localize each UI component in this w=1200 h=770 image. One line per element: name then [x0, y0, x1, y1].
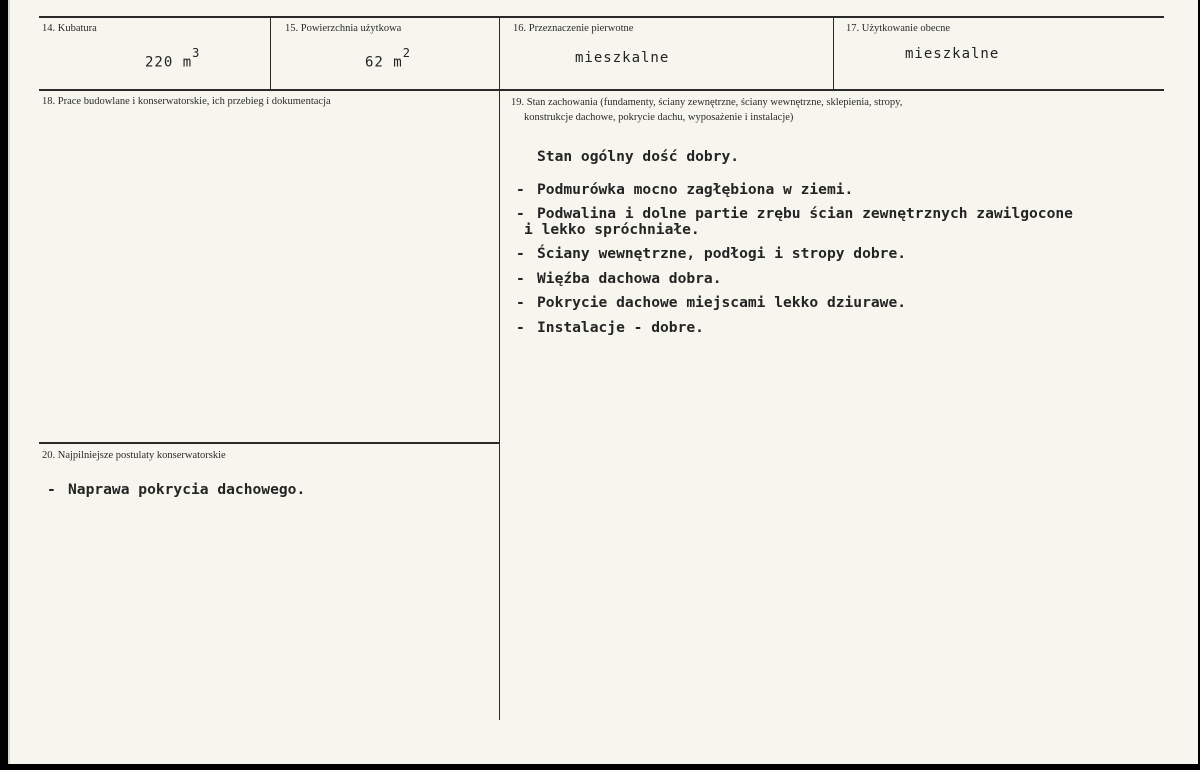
- item-2-text: Podwalina i dolne partie zrębu ścian zewnętrznych zawilgocone: [537, 205, 1073, 222]
- item-1-text: Podmurówka mocno zagłębiona w ziemi.: [537, 181, 854, 198]
- item-2-continuation: i lekko spróchniałe.: [524, 221, 700, 238]
- field-14-label: 14. Kubatura: [42, 23, 97, 34]
- condition-summary: Stan ogólny dość dobry.: [537, 148, 740, 165]
- col-divider-1: [270, 17, 271, 90]
- item-4-text: Więźba dachowa dobra.: [537, 270, 722, 287]
- section-divider: [39, 442, 499, 444]
- col-divider-3: [833, 17, 834, 90]
- field-17-label: 17. Użytkowanie obecne: [846, 23, 951, 34]
- area-value: 62 m: [365, 54, 403, 71]
- item-6-dash: -: [516, 319, 525, 336]
- item-5-text: Pokrycie dachowe miejscami lekko dziurawe.: [537, 294, 907, 311]
- postulate-1-dash: -: [47, 481, 56, 498]
- field-15-label: 15. Powierzchnia użytkowa: [285, 23, 402, 34]
- field-16-label: 16. Przeznaczenie pierwotne: [513, 23, 634, 34]
- field-14-value: [145, 46, 201, 71]
- item-2-dash: -: [516, 205, 525, 222]
- item-5-dash: -: [516, 294, 525, 311]
- kubatura-value: 220 m: [145, 54, 193, 71]
- item-3-text: Ściany wewnętrzne, podłogi i stropy dobre.: [537, 245, 907, 262]
- kubatura-unit-exp: 3: [192, 46, 201, 60]
- row-divider: [39, 89, 1164, 91]
- area-unit-exp: 2: [402, 46, 411, 60]
- item-3-dash: -: [516, 245, 525, 262]
- field-19-label-line2: konstrukcje dachowe, pokrycie dachu, wyposażenie i instalacje): [524, 112, 794, 123]
- field-17-value: mieszkalne: [905, 46, 1000, 62]
- col-divider-2: [499, 17, 500, 720]
- inventory-card: [8, 0, 1198, 764]
- item-4-dash: -: [516, 270, 525, 287]
- field-15-value: [365, 46, 411, 71]
- field-20-label: 20. Najpilniejsze postulaty konserwatorskie: [42, 450, 226, 461]
- item-1-dash: -: [516, 181, 525, 198]
- field-16-value: mieszkalne: [575, 50, 670, 66]
- field-19-label-line1: 19. Stan zachowania (fundamenty, ściany zewnętrzne, ściany wewnętrzne, sklepienia, stropy,: [511, 97, 903, 108]
- top-rule: [39, 16, 1164, 18]
- field-18-label: 18. Prace budowlane i konserwatorskie, ich przebieg i dokumentacja: [42, 96, 331, 107]
- postulate-1-text: Naprawa pokrycia dachowego.: [68, 481, 306, 498]
- item-6-text: Instalacje - dobre.: [537, 319, 704, 336]
